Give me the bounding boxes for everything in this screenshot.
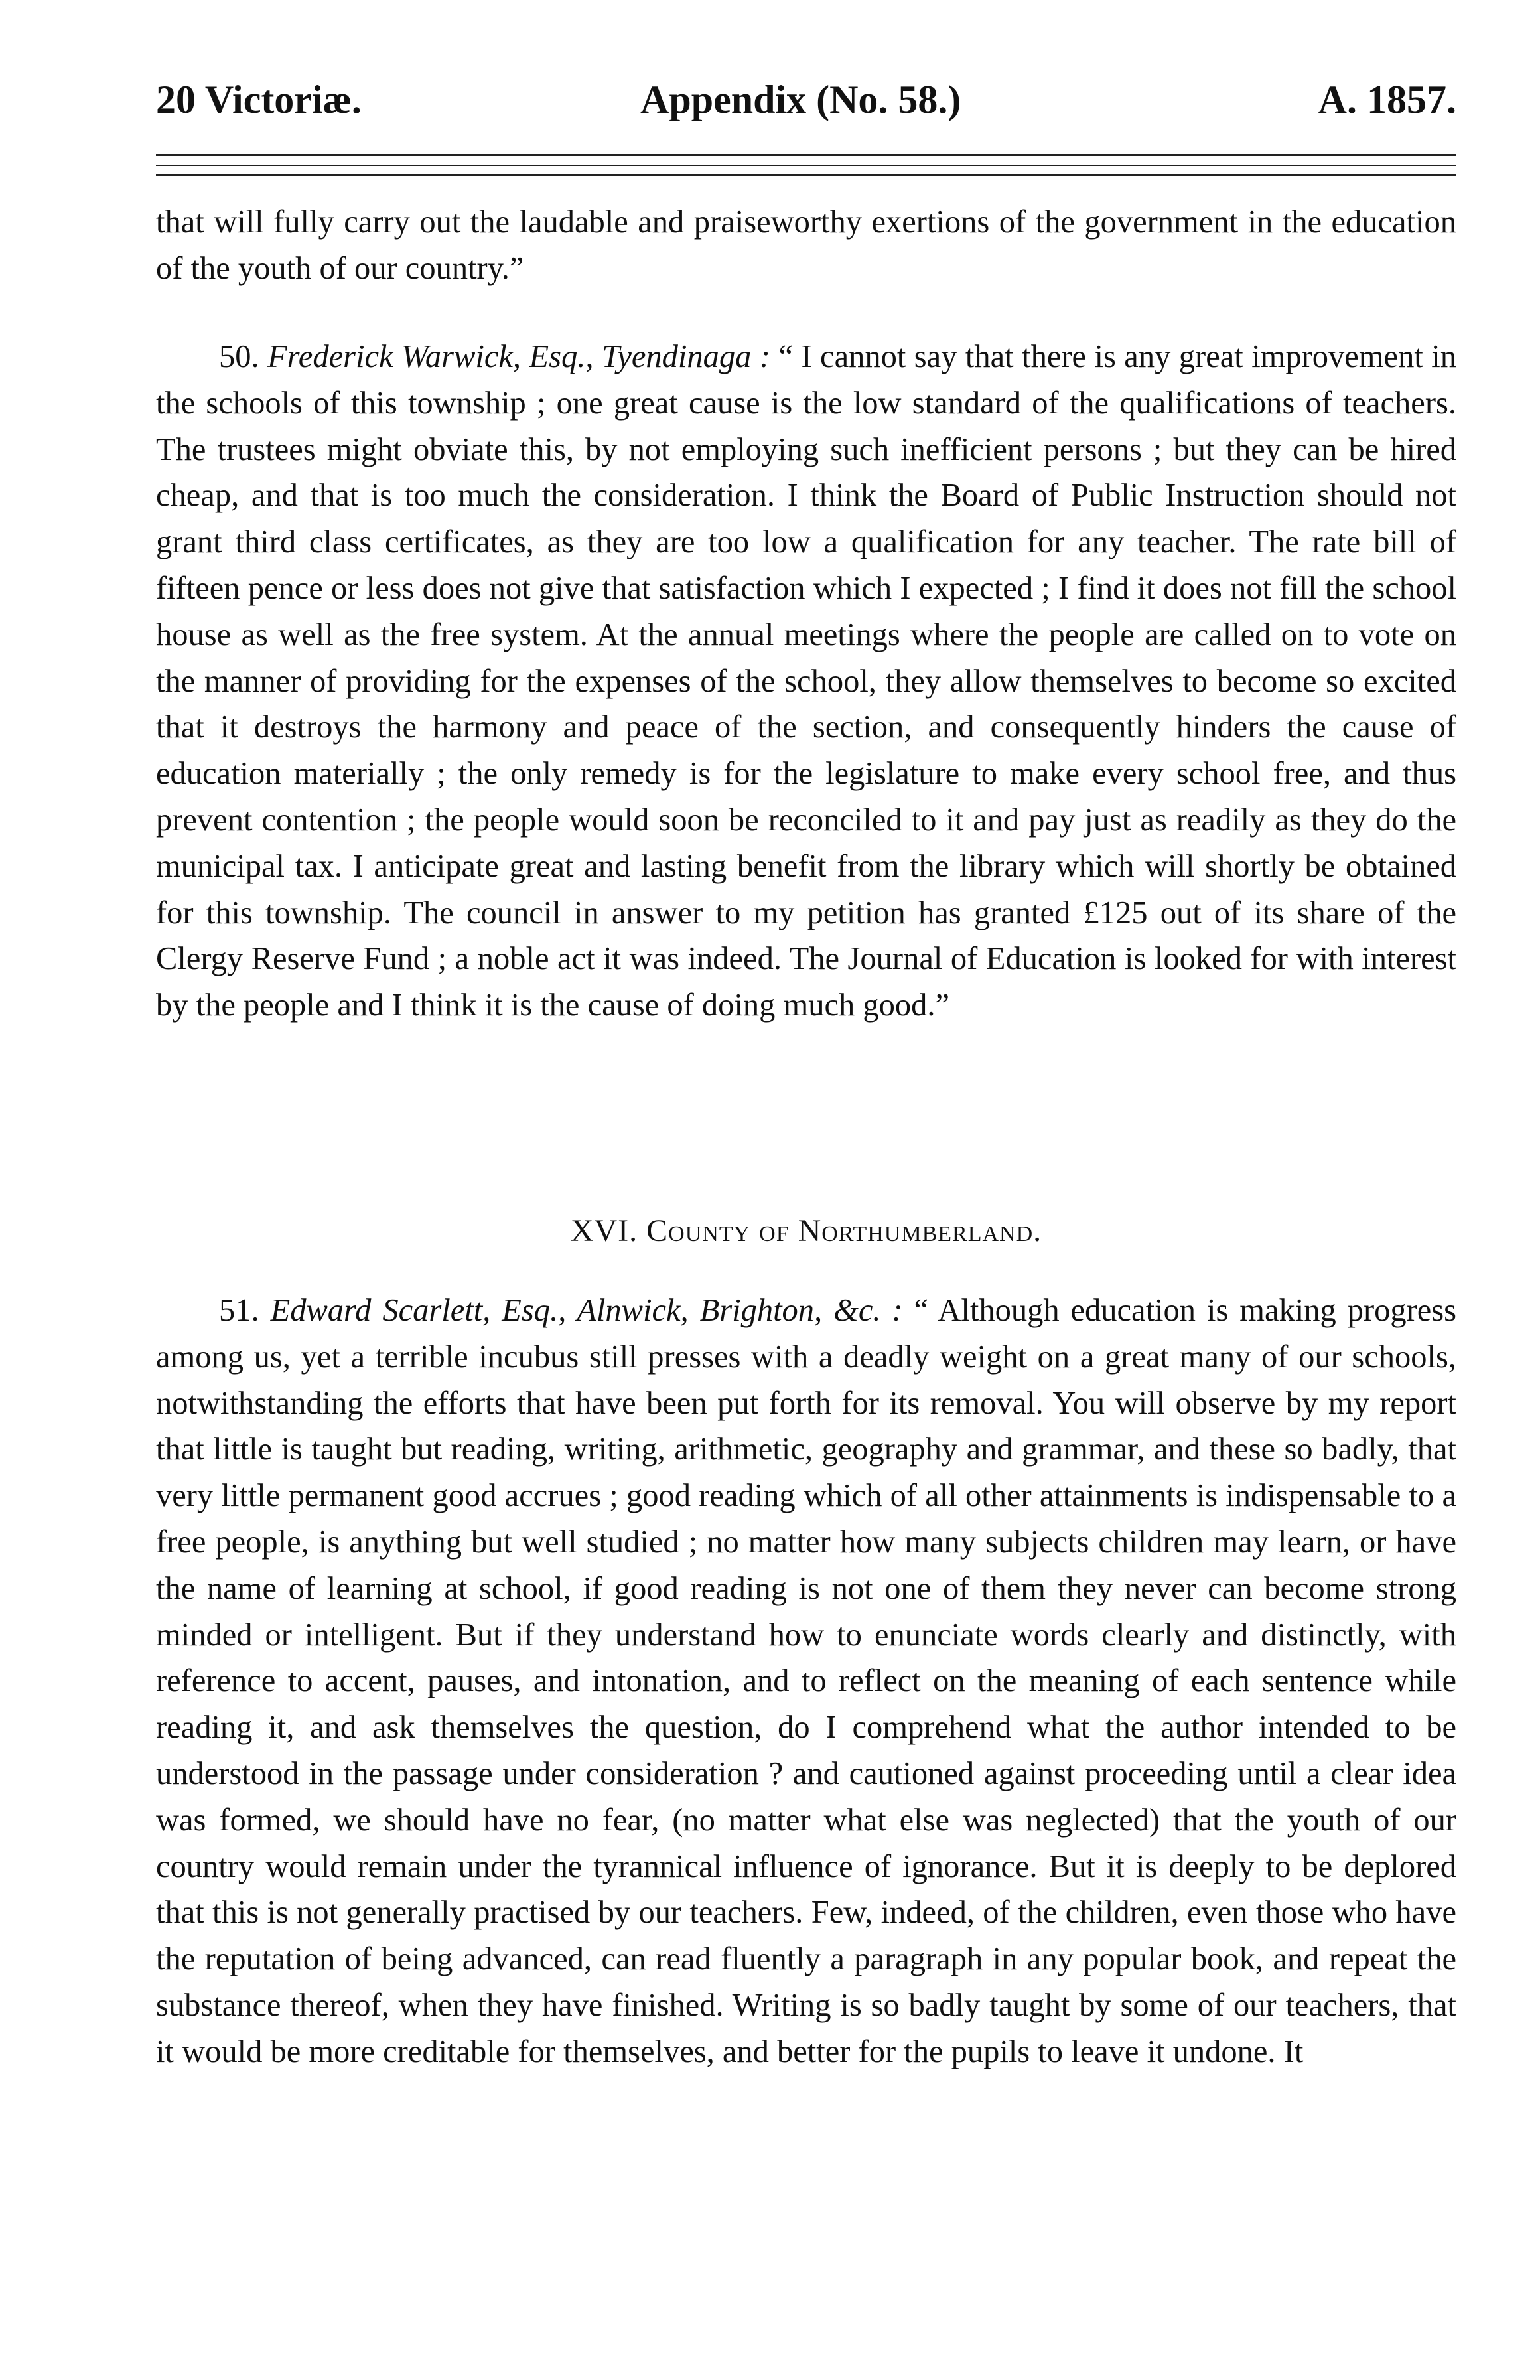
- header-rule: [156, 154, 1456, 156]
- continuation-paragraph: that will fully carry out the laudable and praiseworthy exertions of the government in the education of the youth of our country.”: [156, 204, 1456, 286]
- paragraph-number: 50.: [219, 339, 259, 374]
- page-header: [156, 70, 1456, 129]
- header-year: A. 1857.: [1318, 78, 1456, 121]
- header-session: 20 Victoriæ.: [156, 78, 362, 121]
- header-appendix: Appendix (No. 58.): [640, 78, 961, 121]
- paragraph-number: 51.: [219, 1293, 259, 1328]
- paragraph-text: “ I cannot say that there is any great improvement in the schools of this township ; one great cause is the low standard of the qualifications of teachers. The trustees might obviate this, by not employing such inefficient persons ; but they can be hired cheap, and that is too much the consideration. I think the Board of Public Instruction should not grant third class certificates, as they are too low a qualification for any teacher. The rate bill of fifteen pence or less does not give that satisfaction which I expected ; I find it does not fill the school house as well as the free system. At the annual meetings where the people are called on to vote on the manner of providing for the expenses of the school, they allow themselves to become so excited that it destroys the harmony and peace of the section, and consequently hinders the cause of education materially ; the only remedy is for the legislature to make every school free, and thus prevent contention ; the people would soon be reconciled to it and pay just as readily as they do the municipal tax. I anticipate great and lasting benefit from the library which will shortly be obtained for this township. The council in answer to my petition has granted £125 out of its share of the Clergy Reserve Fund ; a noble act it was indeed. The Journal of Education is looked for with interest by the people and I think it is the cause of doing much good.”: [156, 339, 1456, 1023]
- section-heading: [156, 1208, 1456, 1254]
- paragraph-text: “ Although education is making progress among us, yet a terrible incubus still presses with a deadly weight on a great many of our schools, notwithstanding the efforts that have been put forth for its removal. You will observe by my report that little is taught but reading, writing, arithmetic, geography and grammar, and these so badly, that very little permanent good accrues ; good reading which of all other attainments is indispensable to a free people, is anything but well studied ; no matter how many subjects children may learn, or have the name of learning at school, if good reading is not one of them they never can become strong minded or intelligent. But if they understand how to enunciate words clearly and distinctly, with reference to accent, pauses, and intonation, and to reflect on the meaning of each sentence while reading it, and ask themselves the question, do I comprehend what the author intended to be understood in the passage under consideration ? and cautioned against proceeding until a clear idea was formed, we should have no fear, (no matter what else was neglected) that the youth of our country would remain under the tyrannical influence of ignorance. But it is deeply to be deplored that this is not generally practised by our teachers. Few, indeed, of the children, even those who have the reputation of being advanced, can read fluently a paragraph in any popular book, and repeat the substance thereof, when they have finished. Writing is so badly taught by some of our teachers, that it would be more creditable for themselves, and better for the pupils to leave it undone. It: [156, 1293, 1457, 2069]
- section-numeral: XVI.: [570, 1213, 638, 1248]
- correspondent-name: Frederick Warwick, Esq., Tyendinaga :: [267, 339, 770, 374]
- correspondent-name: Edward Scarlett, Esq., Alnwick, Brighton, &c. :: [270, 1293, 903, 1328]
- header-rule: [156, 174, 1456, 176]
- header-rule: [156, 165, 1456, 166]
- section-title: County of Northumberland.: [646, 1213, 1042, 1248]
- paragraph-50: [156, 334, 1456, 1029]
- paragraph-51: [156, 1288, 1456, 2075]
